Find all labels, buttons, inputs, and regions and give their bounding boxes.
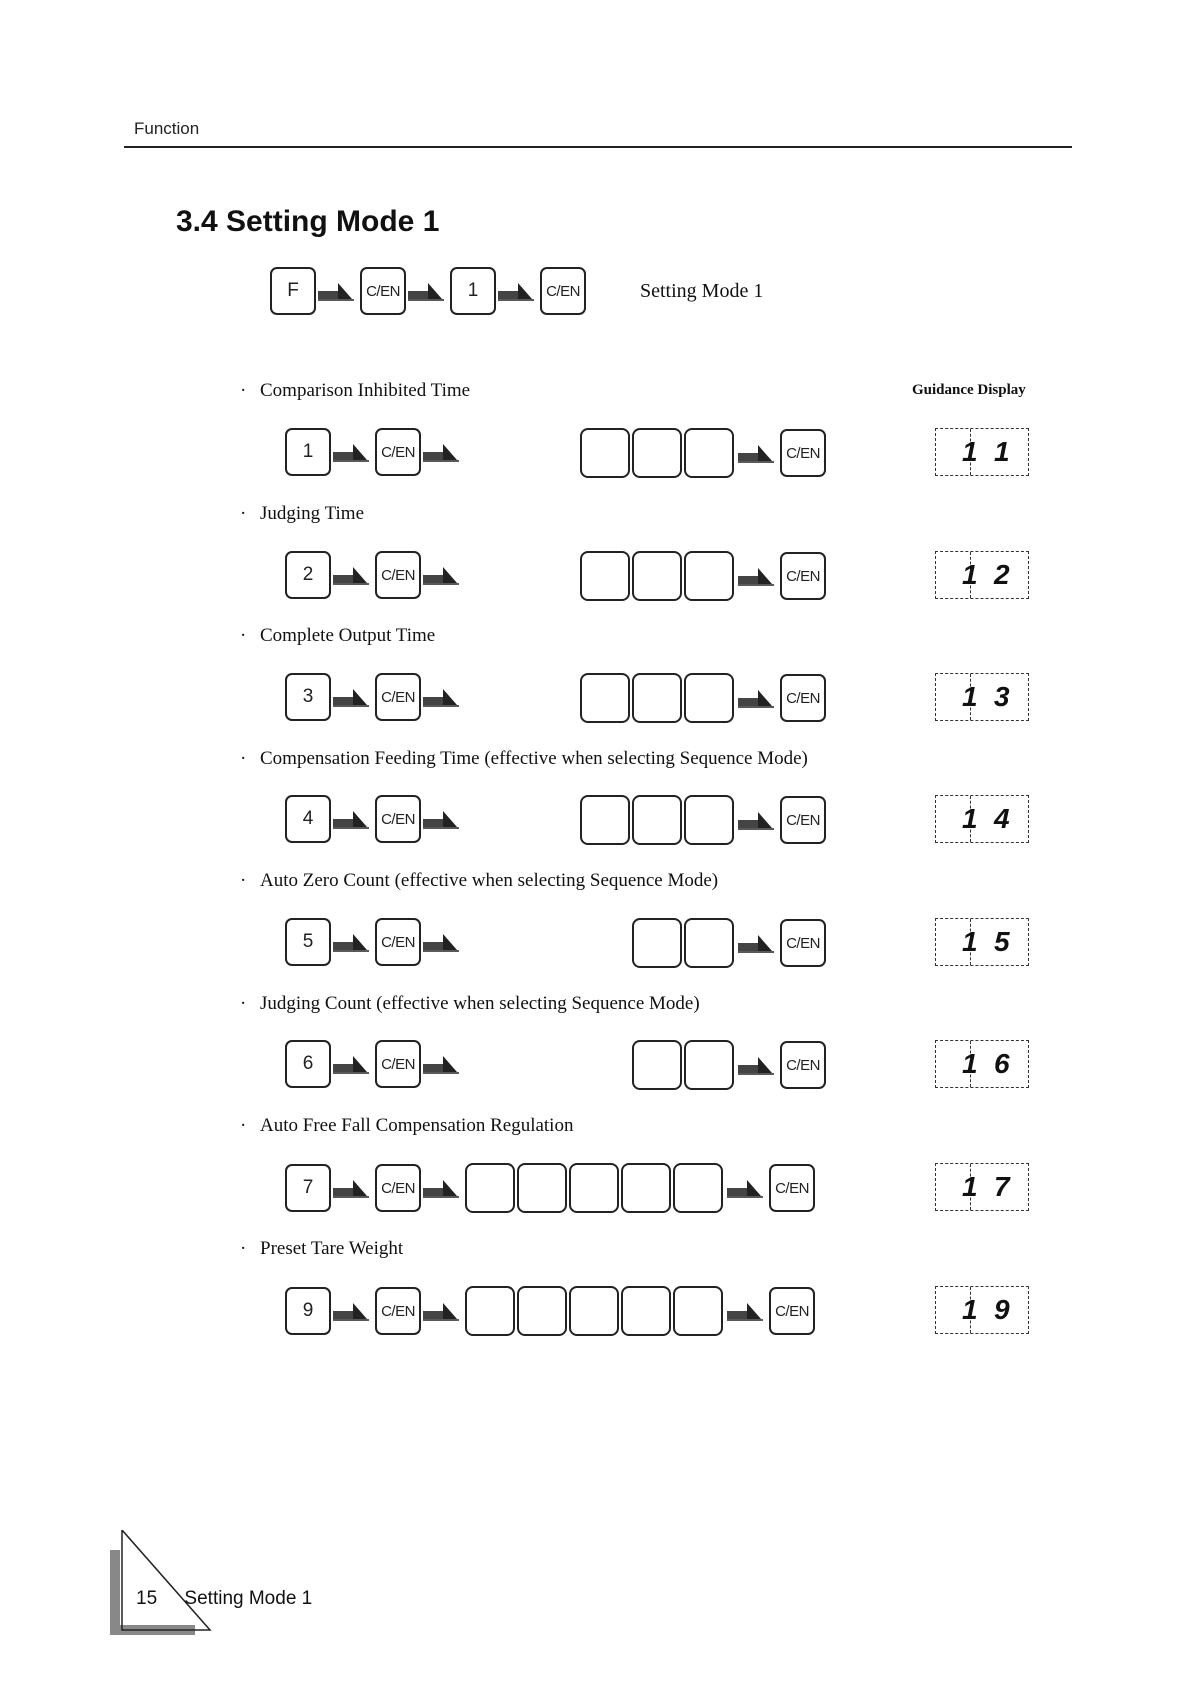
arrow-icon xyxy=(421,1300,465,1322)
cen-key: C/EN xyxy=(375,673,421,721)
cen-key: C/EN xyxy=(375,428,421,476)
number-key: 7 xyxy=(285,1164,331,1212)
key-sequence xyxy=(285,1163,815,1213)
digit-box xyxy=(684,428,734,478)
digit-entry xyxy=(632,1040,826,1090)
arrow-icon xyxy=(406,280,450,302)
item-label: · Judging Time xyxy=(240,503,365,524)
guidance-display xyxy=(935,428,1029,476)
arrow-icon xyxy=(736,565,780,587)
guidance-digit: 1 xyxy=(962,436,978,467)
key-sequence xyxy=(285,428,465,476)
guidance-digit: 1 xyxy=(962,1294,978,1325)
item-label: · Auto Zero Count (effective when selecting Sequence Mode) xyxy=(240,870,719,891)
arrow-icon xyxy=(421,564,465,586)
arrow-icon xyxy=(331,441,375,463)
footer xyxy=(136,1588,312,1610)
digit-box xyxy=(465,1286,515,1336)
item-label: · Complete Output Time xyxy=(240,625,436,646)
digit-box xyxy=(632,795,682,845)
digit-box xyxy=(632,428,682,478)
footer-title: Setting Mode 1 xyxy=(184,1588,313,1609)
guidance-digit: 1 xyxy=(962,803,978,834)
arrow-icon xyxy=(331,931,375,953)
number-key: 4 xyxy=(285,795,331,843)
guidance-display xyxy=(935,1286,1029,1334)
item-label-text: Comparison Inhibited Time xyxy=(260,380,471,401)
cen-key: C/EN xyxy=(769,1164,815,1212)
number-key: 9 xyxy=(285,1287,331,1335)
cen-key: C/EN xyxy=(780,796,826,844)
key-sequence xyxy=(285,1286,815,1336)
arrow-icon xyxy=(736,1054,780,1076)
guidance-digit: 5 xyxy=(994,926,1010,957)
digit-box xyxy=(684,918,734,968)
cen-key: C/EN xyxy=(780,429,826,477)
arrow-icon xyxy=(421,931,465,953)
item-label: · Judging Count (effective when selecting Sequence Mode) xyxy=(240,993,700,1014)
digit-entry xyxy=(580,795,826,845)
cen-key: C/EN xyxy=(769,1287,815,1335)
item-label-text: Judging Time xyxy=(260,503,365,524)
guidance-digit: 2 xyxy=(994,559,1010,590)
cen-key: C/EN xyxy=(375,795,421,843)
arrow-icon xyxy=(331,686,375,708)
item-label-text: Judging Count (effective when selecting Sequence Mode) xyxy=(260,993,700,1014)
digit-box xyxy=(673,1286,723,1336)
cen-key: C/EN xyxy=(375,918,421,966)
key-sequence xyxy=(285,1040,465,1088)
item-label: · Compensation Feeding Time (effective when selecting Sequence Mode) xyxy=(240,748,808,769)
digit-entry xyxy=(580,428,826,478)
arrow-icon xyxy=(736,442,780,464)
arrow-icon xyxy=(725,1177,769,1199)
digit-box xyxy=(580,428,630,478)
item-label: · Comparison Inhibited Time xyxy=(240,380,471,401)
arrow-icon xyxy=(331,1177,375,1199)
digit-box xyxy=(580,673,630,723)
arrow-icon xyxy=(496,280,540,302)
arrow-icon xyxy=(736,932,780,954)
item-label-text: Preset Tare Weight xyxy=(260,1238,404,1259)
key-sequence xyxy=(285,795,465,843)
arrow-icon xyxy=(331,808,375,830)
item-label-text: Complete Output Time xyxy=(260,625,436,646)
digit-box xyxy=(632,918,682,968)
guidance-digit: 4 xyxy=(994,803,1010,834)
cen-key: C/EN xyxy=(780,552,826,600)
guidance-display xyxy=(935,673,1029,721)
item-label-text: Auto Free Fall Compensation Regulation xyxy=(260,1115,574,1136)
section-title: 3.4 Setting Mode 1 xyxy=(176,205,440,238)
arrow-icon xyxy=(316,280,360,302)
item-label-text: Auto Zero Count (effective when selecting Sequence Mode) xyxy=(260,870,719,891)
arrow-icon xyxy=(421,1053,465,1075)
digit-box xyxy=(517,1286,567,1336)
digit-box xyxy=(465,1163,515,1213)
number-key: 2 xyxy=(285,551,331,599)
header-divider xyxy=(124,146,1072,148)
guidance-digit: 9 xyxy=(994,1294,1010,1325)
digit-entry xyxy=(632,918,826,968)
number-key: 3 xyxy=(285,673,331,721)
number-key: 1 xyxy=(450,267,496,315)
digit-box xyxy=(580,795,630,845)
arrow-icon xyxy=(331,1300,375,1322)
arrow-icon xyxy=(736,809,780,831)
cen-key: C/EN xyxy=(375,551,421,599)
digit-box xyxy=(684,673,734,723)
digit-entry xyxy=(580,551,826,601)
digit-box xyxy=(684,1040,734,1090)
digit-box xyxy=(621,1163,671,1213)
f-key: F xyxy=(270,267,316,315)
digit-box xyxy=(580,551,630,601)
digit-box xyxy=(621,1286,671,1336)
digit-box xyxy=(632,673,682,723)
digit-box xyxy=(569,1286,619,1336)
number-key: 6 xyxy=(285,1040,331,1088)
guidance-digit: 1 xyxy=(962,1171,978,1202)
item-label: · Auto Free Fall Compensation Regulation xyxy=(240,1115,574,1136)
key-sequence xyxy=(285,918,465,966)
header-label: Function xyxy=(134,119,200,138)
cen-key: C/EN xyxy=(375,1040,421,1088)
guidance-digit: 6 xyxy=(994,1048,1010,1079)
guidance-display xyxy=(935,918,1029,966)
footer-triangle-icon xyxy=(110,1530,215,1635)
digit-box xyxy=(632,551,682,601)
cen-key: C/EN xyxy=(360,267,406,315)
item-label: · Preset Tare Weight xyxy=(240,1238,404,1259)
arrow-icon xyxy=(421,441,465,463)
digit-box xyxy=(673,1163,723,1213)
page-number: 15 xyxy=(136,1588,158,1609)
guidance-digit: 1 xyxy=(962,1048,978,1079)
cen-key: C/EN xyxy=(780,674,826,722)
arrow-icon xyxy=(421,808,465,830)
guidance-display xyxy=(935,1163,1029,1211)
guidance-digit: 1 xyxy=(962,926,978,957)
guidance-digit: 7 xyxy=(994,1171,1010,1202)
digit-box xyxy=(684,795,734,845)
guidance-display xyxy=(935,795,1029,843)
digit-box xyxy=(569,1163,619,1213)
arrow-icon xyxy=(331,1053,375,1075)
item-label-text: Compensation Feeding Time (effective when selecting Sequence Mode) xyxy=(260,748,808,769)
cen-key: C/EN xyxy=(540,267,586,315)
cen-key: C/EN xyxy=(375,1164,421,1212)
arrow-icon xyxy=(725,1300,769,1322)
guidance-display xyxy=(935,1040,1029,1088)
key-sequence xyxy=(285,551,465,599)
guidance-digit: 1 xyxy=(994,436,1010,467)
arrow-icon xyxy=(421,686,465,708)
digit-box xyxy=(684,551,734,601)
guidance-display xyxy=(935,551,1029,599)
cen-key: C/EN xyxy=(375,1287,421,1335)
guidance-display-header: Guidance Display xyxy=(912,382,1026,398)
cen-key: C/EN xyxy=(780,1041,826,1089)
key-sequence xyxy=(285,673,465,721)
mode-entry-sequence xyxy=(270,267,586,315)
digit-box xyxy=(517,1163,567,1213)
digit-entry xyxy=(580,673,826,723)
arrow-icon xyxy=(421,1177,465,1199)
guidance-digit: 1 xyxy=(962,681,978,712)
digit-box xyxy=(632,1040,682,1090)
cen-key: C/EN xyxy=(780,919,826,967)
mode-caption: Setting Mode 1 xyxy=(640,280,764,302)
guidance-digit: 1 xyxy=(962,559,978,590)
guidance-digit: 3 xyxy=(994,681,1010,712)
arrow-icon xyxy=(736,687,780,709)
number-key: 1 xyxy=(285,428,331,476)
number-key: 5 xyxy=(285,918,331,966)
arrow-icon xyxy=(331,564,375,586)
